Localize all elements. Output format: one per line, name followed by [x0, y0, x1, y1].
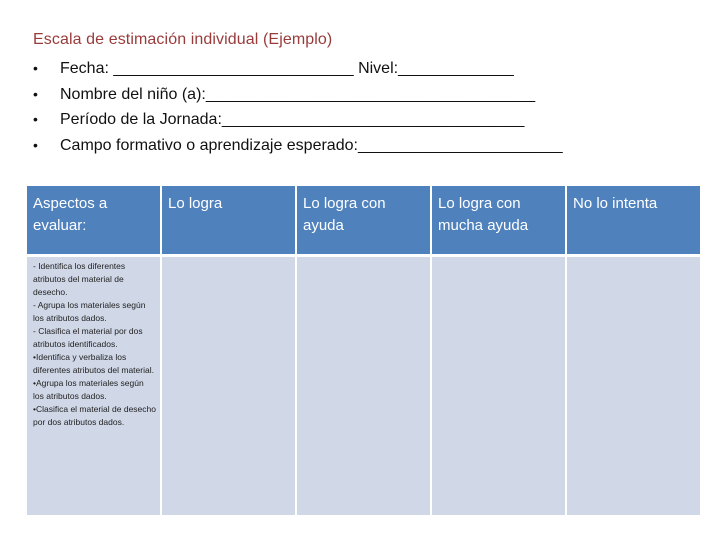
field-fecha-nivel-text: Fecha: ___________________________ Nivel:_____________ — [60, 60, 514, 77]
criteria-item: •Identifica y verbaliza los diferentes atributos del material. — [33, 352, 154, 375]
header-no-intenta: No lo intenta — [567, 186, 700, 254]
field-fecha-nivel — [33, 56, 563, 82]
criteria-item: - Identifica los diferentes atributos del material de desecho. — [33, 261, 126, 297]
field-nombre — [33, 82, 563, 108]
bullet-marker: • — [33, 60, 38, 76]
bullet-marker: • — [33, 136, 38, 153]
criteria-item: •Clasifica el material de desecho por dos atributos dados. — [33, 404, 156, 427]
criteria-item: - Agrupa los materiales según los atributos dados. — [33, 300, 146, 323]
table-row — [27, 257, 700, 515]
field-campo-formativo — [33, 133, 563, 159]
cell-lo-logra[interactable] — [162, 257, 295, 515]
cell-no-intenta[interactable] — [567, 257, 700, 515]
form-fields-list — [33, 56, 563, 158]
field-periodo-text: Período de la Jornada:__________________________________ — [60, 111, 525, 128]
criteria-cell — [27, 257, 160, 515]
bullet-marker: • — [33, 85, 38, 102]
header-lo-logra: Lo logra — [162, 186, 295, 254]
criteria-item: - Clasifica el material por dos atributos identificados. — [33, 326, 143, 349]
cell-mucha-ayuda[interactable] — [432, 257, 565, 515]
header-row — [27, 186, 700, 254]
field-periodo — [33, 107, 563, 133]
cell-con-ayuda[interactable] — [297, 257, 430, 515]
document-title: Escala de estimación individual (Ejemplo) — [33, 31, 333, 48]
field-nombre-text: Nombre del niño (a):_____________________________________ — [60, 85, 536, 103]
criteria-item: •Agrupa los materiales según los atributos dados. — [33, 378, 144, 401]
evaluation-table — [25, 183, 702, 518]
header-con-ayuda: Lo logra con ayuda — [297, 186, 430, 254]
header-mucha-ayuda: Lo logra con mucha ayuda — [432, 186, 565, 254]
bullet-marker: • — [33, 111, 38, 127]
field-campo-formativo-text: Campo formativo o aprendizaje esperado:_______________________ — [60, 136, 563, 154]
header-aspectos: Aspectos a evaluar: — [27, 186, 160, 254]
